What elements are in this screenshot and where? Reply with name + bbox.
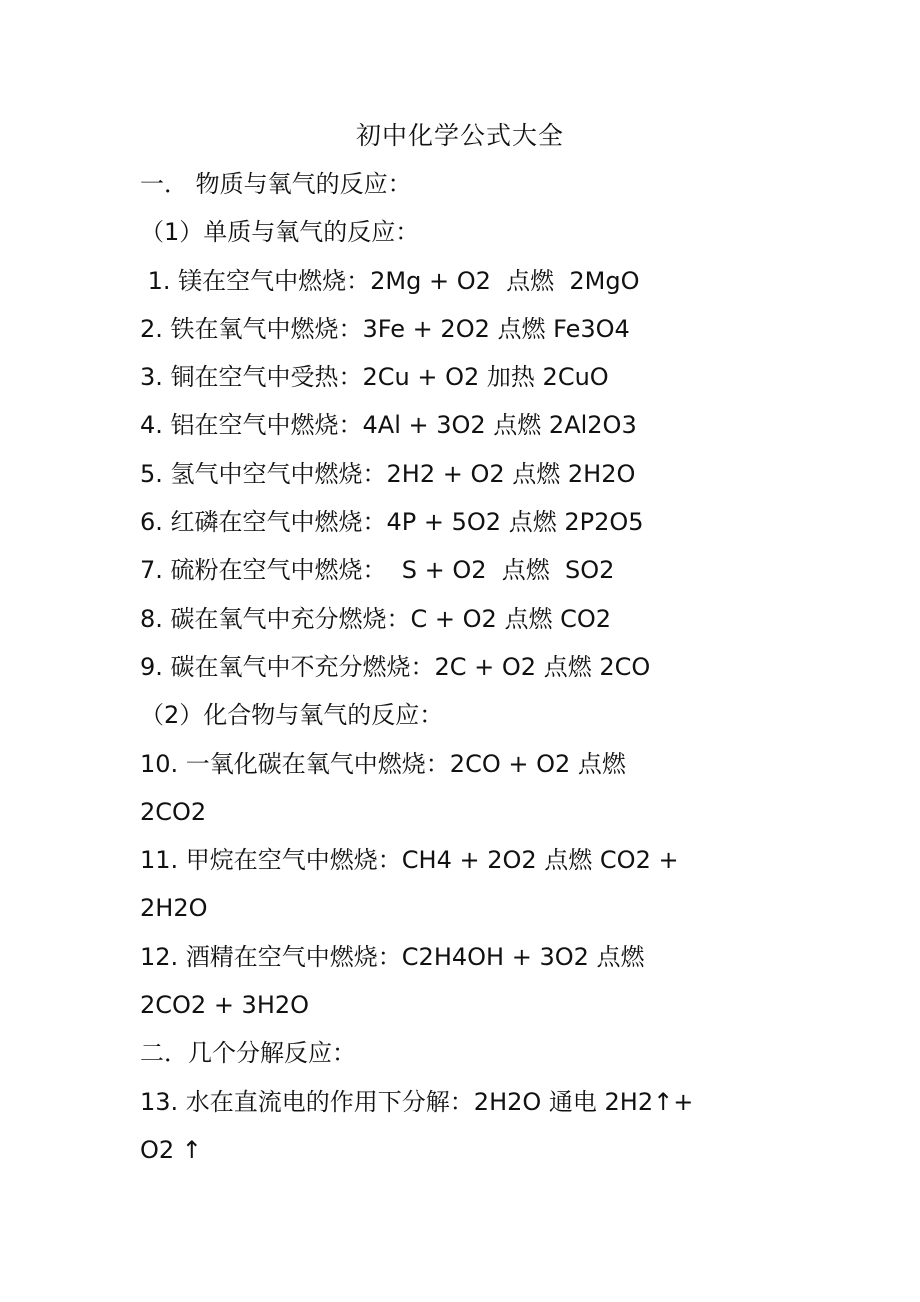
equation-line-10: 10. 一氧化碳在氧气中燃烧：2CO + O2 点燃 xyxy=(140,749,626,778)
equation-line-13: 13. 水在直流电的作用下分解：2H2O 通电 2H2↑+ xyxy=(140,1087,694,1116)
equation-line-6: 6. 红磷在空气中燃烧：4P + 5O2 点燃 2P2O5 xyxy=(140,508,644,537)
subsection-heading-1: （1）单质与氧气的反应： xyxy=(140,218,420,247)
equation-line-4: 4. 铝在空气中燃烧：4Al + 3O2 点燃 2Al2O3 xyxy=(140,411,637,440)
equation-line-11-continued: 2H2O xyxy=(140,894,208,923)
equation-line-2: 2. 铁在氧气中燃烧：3Fe + 2O2 点燃 Fe3O4 xyxy=(140,314,630,343)
equation-line-8: 8. 碳在氧气中充分燃烧：C + O2 点燃 CO2 xyxy=(140,604,611,633)
section-heading-1: 一． 物质与氧气的反应： xyxy=(140,170,412,198)
equation-line-1: 1. 镁在空气中燃烧：2Mg + O2 点燃 2MgO xyxy=(140,266,640,295)
equation-line-13-continued: O2 ↑ xyxy=(140,1135,202,1164)
equation-line-11: 11. 甲烷在空气中燃烧：CH4 + 2O2 点燃 CO2 + xyxy=(140,846,679,875)
section-heading-2: 二．几个分解反应： xyxy=(140,1039,356,1068)
equation-line-7: 7. 硫粉在空气中燃烧： S + O2 点燃 SO2 xyxy=(140,556,615,585)
equation-line-10-continued: 2CO2 xyxy=(140,797,207,826)
equation-line-9: 9. 碳在氧气中不充分燃烧：2C + O2 点燃 2CO xyxy=(140,652,651,681)
document-title: 初中化学公式大全 xyxy=(355,121,564,150)
document-body xyxy=(140,166,860,1180)
equation-line-5: 5. 氢气中空气中燃烧：2H2 + O2 点燃 2H2O xyxy=(140,459,636,488)
equation-line-12: 12. 酒精在空气中燃烧：C2H4OH + 3O2 点燃 xyxy=(140,942,645,971)
equation-line-3: 3. 铜在空气中受热：2Cu + O2 加热 2CuO xyxy=(140,363,609,392)
subsection-heading-2: （2）化合物与氧气的反应： xyxy=(140,701,444,730)
equation-line-12-continued: 2CO2 + 3H2O xyxy=(140,991,310,1020)
